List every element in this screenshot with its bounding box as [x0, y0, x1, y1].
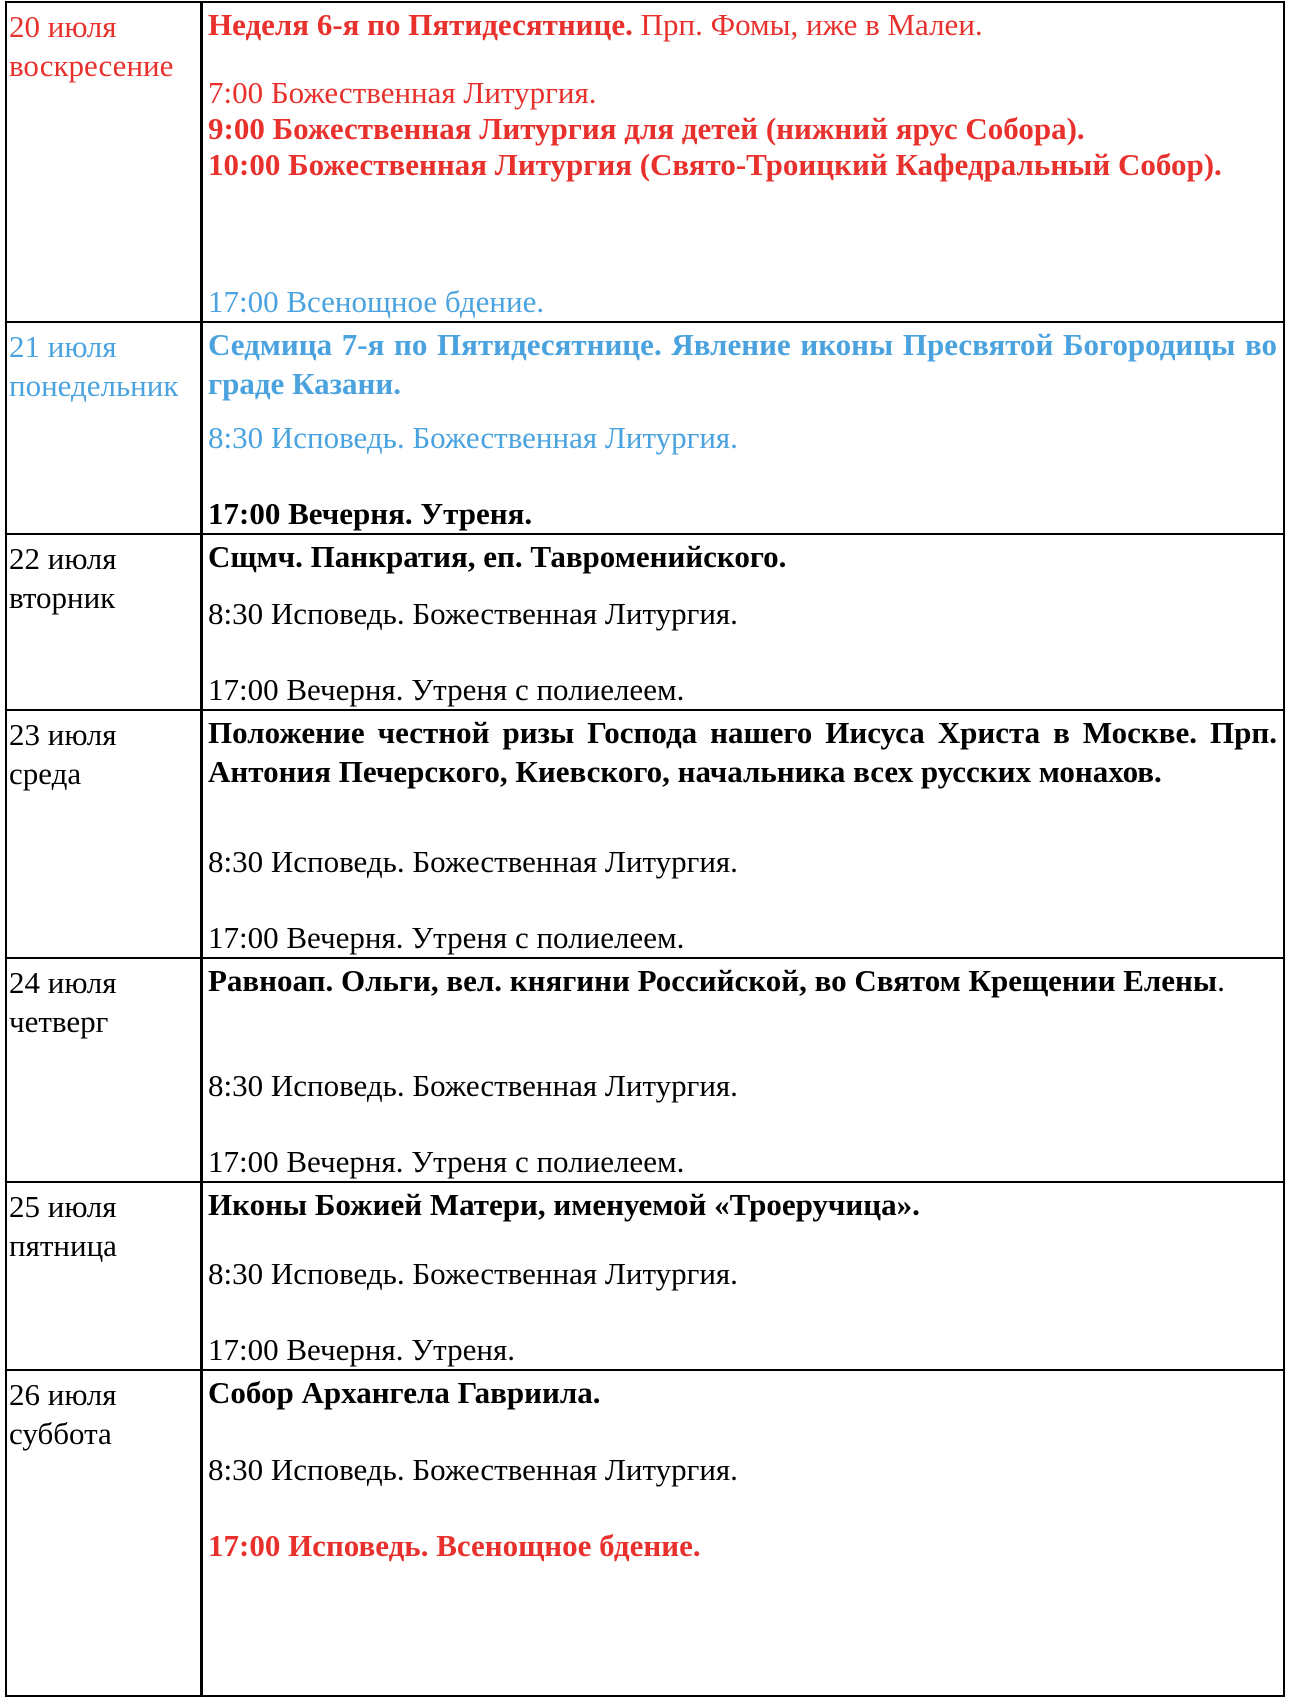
service-item: 8:30 Исповедь. Божественная Литургия. — [208, 1068, 738, 1103]
day-title: Положение честной ризы Господа нашего Иисуса Христа в Москве. Прп. Антония Печерского, Киевского, начальника всех русских монахов. — [208, 715, 1277, 789]
date: 22 июля — [9, 541, 117, 576]
date-cell — [7, 1183, 200, 1369]
feast-subtitle: Прп. Фомы, иже в Малеи. — [632, 7, 983, 42]
table-row — [5, 1, 1285, 321]
services-cell — [203, 1371, 1283, 1695]
table-row — [5, 321, 1285, 533]
feast-title: Неделя 6-я по Пятидесятнице. — [208, 7, 633, 42]
date-cell — [7, 711, 200, 957]
day-title: Иконы Божией Матери, именуемой «Троеручица». — [208, 1187, 920, 1222]
date: 23 июля — [9, 717, 117, 752]
weekday: суббота — [9, 1416, 112, 1451]
feast-title: Равноап. Ольги, вел. княгини Российской, во Святом Крещении Елены — [208, 963, 1218, 998]
weekday: воскресение — [9, 48, 174, 83]
date-cell — [7, 959, 200, 1181]
services-cell — [203, 323, 1283, 533]
date: 24 июля — [9, 965, 117, 1000]
service-item: 17:00 Вечерня. Утреня с полиелеем. — [208, 672, 685, 707]
services-cell — [203, 1183, 1283, 1369]
service-item: 8:30 Исповедь. Божественная Литургия. — [208, 596, 738, 631]
service-item: 17:00 Всенощное бдение. — [208, 284, 545, 319]
weekday: пятница — [9, 1228, 117, 1263]
service-item: 17:00 Исповедь. Всенощное бдение. — [208, 1528, 701, 1563]
date-cell — [7, 535, 200, 709]
service-item: 9:00 Божественная Литургия для детей (нижний ярус Собора). — [208, 111, 1085, 146]
date: 26 июля — [9, 1377, 117, 1412]
services-cell — [203, 959, 1283, 1181]
service-item: 8:30 Исповедь. Божественная Литургия. — [208, 1256, 738, 1291]
date-cell — [7, 323, 200, 533]
title-period: . — [1217, 963, 1225, 998]
weekday: понедельник — [9, 368, 179, 403]
service-item: 7:00 Божественная Литургия. — [208, 75, 597, 110]
date-cell — [7, 3, 200, 321]
table-row — [5, 957, 1285, 1181]
date: 20 июля — [9, 9, 117, 44]
table-row — [5, 1369, 1285, 1697]
service-item: 8:30 Исповедь. Божественная Литургия. — [208, 844, 738, 879]
table-row — [5, 533, 1285, 709]
feast-subtitle: . Явление иконы Пресвятой Богородицы во граде Казани. — [208, 327, 1277, 401]
day-title — [208, 325, 1277, 403]
table-row — [5, 1181, 1285, 1369]
day-title: Собор Архангела Гавриила. — [208, 1375, 601, 1410]
weekday: четверг — [9, 1004, 109, 1039]
services-cell — [203, 3, 1283, 321]
service-item: 17:00 Вечерня. Утреня. — [208, 1332, 515, 1367]
service-item: 17:00 Вечерня. Утреня с полиелеем. — [208, 920, 685, 955]
service-item: 17:00 Вечерня. Утреня с полиелеем. — [208, 1144, 685, 1179]
service-item: 8:30 Исповедь. Божественная Литургия. — [208, 1452, 738, 1487]
services-cell — [203, 535, 1283, 709]
weekday: вторник — [9, 580, 116, 615]
weekday: среда — [9, 756, 82, 791]
date: 21 июля — [9, 329, 117, 364]
date-cell — [7, 1371, 200, 1695]
day-title: Сщмч. Панкратия, еп. Тавроменийского. — [208, 539, 787, 574]
table-row — [5, 709, 1285, 957]
date: 25 июля — [9, 1189, 117, 1224]
feast-title: Седмица 7-я по Пятидесятнице — [208, 327, 654, 362]
service-item: 10:00 Божественная Литургия (Свято-Троицкий Кафедральный Собор). — [208, 147, 1222, 182]
service-item: 8:30 Исповедь. Божественная Литургия. — [208, 420, 738, 455]
services-cell — [203, 711, 1283, 957]
day-title — [208, 961, 1277, 1000]
day-title — [208, 5, 1277, 44]
service-item: 17:00 Вечерня. Утреня. — [208, 496, 533, 531]
